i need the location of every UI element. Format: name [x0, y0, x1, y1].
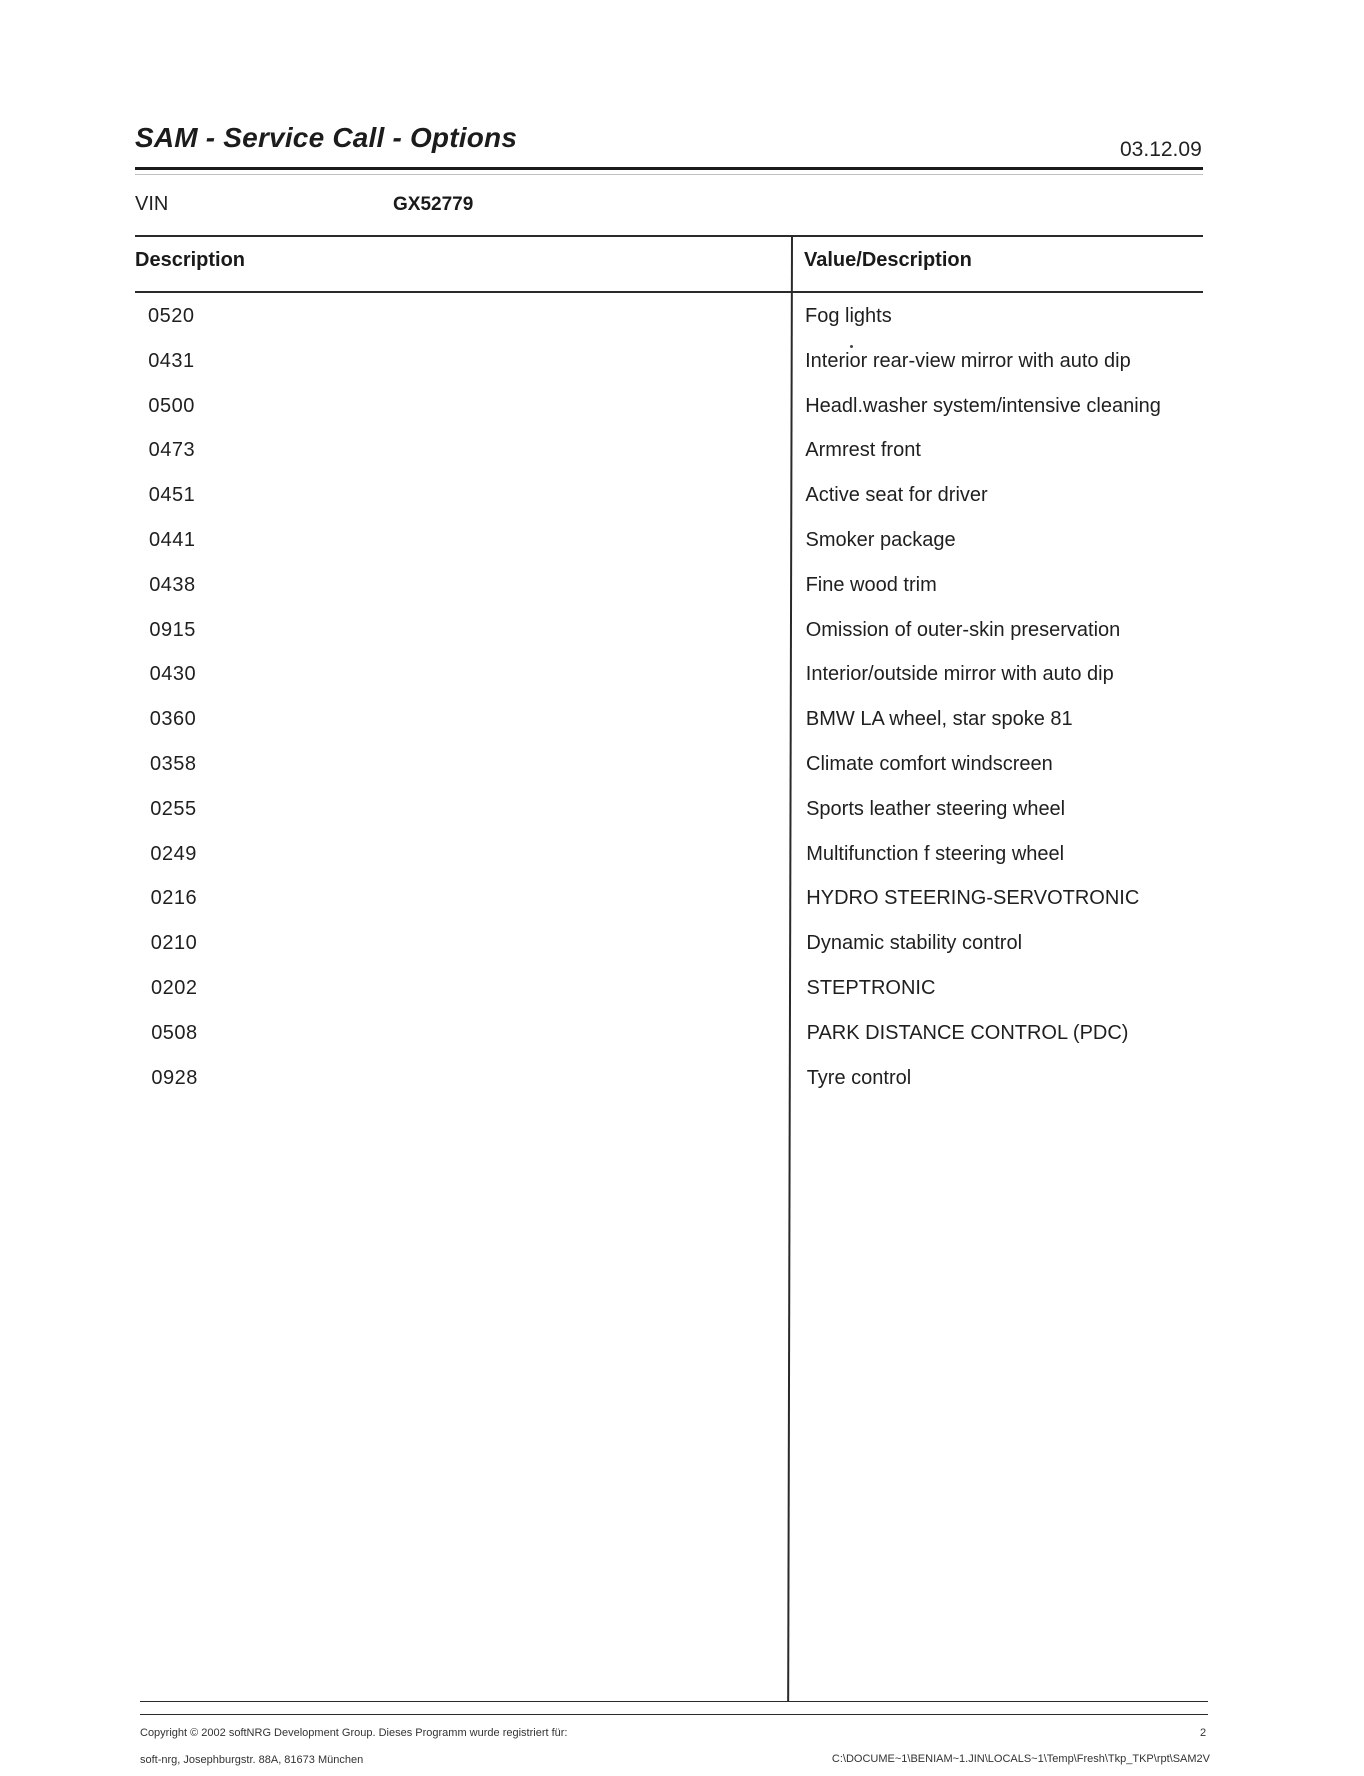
- vin-label: VIN: [135, 193, 169, 215]
- option-code: 0431: [148, 349, 195, 372]
- option-code: 0500: [148, 394, 195, 417]
- option-code: 0520: [148, 305, 195, 327]
- table-row: [0, 932, 1364, 977]
- table-row: [0, 843, 1364, 888]
- table-row: [0, 574, 1364, 619]
- option-code: 0508: [151, 1021, 198, 1044]
- option-description: Headl.washer system/intensive cleaning: [805, 394, 1161, 417]
- option-description: Fog lights: [805, 305, 892, 327]
- table-row: [0, 395, 1364, 440]
- table-row: [0, 798, 1364, 843]
- option-description: Interior/outside mirror with auto dip: [805, 663, 1114, 686]
- option-description: BMW LA wheel, star spoke 81: [805, 708, 1073, 731]
- table-header-rule: [135, 291, 1203, 293]
- table-row: [0, 619, 1364, 664]
- column-header-description: Description: [135, 249, 246, 271]
- option-code: 0430: [149, 663, 197, 686]
- option-description: Climate comfort windscreen: [806, 752, 1053, 775]
- footer-rule-top: [140, 1701, 1208, 1702]
- table-row: [0, 484, 1364, 529]
- option-code: 0441: [149, 528, 196, 551]
- vin-value: GX52779: [393, 194, 474, 215]
- report-date: 03.12.09: [1120, 138, 1202, 161]
- option-code: 0255: [150, 797, 197, 820]
- table-top-rule: [135, 235, 1203, 237]
- option-code: 0202: [151, 976, 198, 999]
- option-code: 0438: [149, 573, 196, 596]
- table-row: [0, 529, 1364, 574]
- option-code: 0928: [151, 1066, 198, 1089]
- table-row: [0, 1022, 1364, 1067]
- option-code: 0473: [148, 439, 196, 462]
- header-subrule: [135, 174, 1203, 175]
- header-rule: [135, 167, 1203, 170]
- footer-copyright: Copyright © 2002 softNRG Development Group. Dieses Programm wurde registriert für:: [140, 1727, 568, 1739]
- table-row: [0, 1067, 1364, 1112]
- scan-speck: [850, 345, 853, 348]
- footer-file-path: C:\DOCUME~1\BENIAM~1.JIN\LOCALS~1\Temp\Fresh\Tkp_TKP\rpt\SAM2V: [831, 1753, 1210, 1765]
- footer-address: soft-nrg, Josephburgstr. 88A, 81673 München: [140, 1754, 364, 1766]
- option-description: Active seat for driver: [805, 484, 988, 507]
- page-title: SAM - Service Call - Options: [135, 122, 518, 153]
- options-table-body: [0, 305, 1364, 1111]
- option-description: Dynamic stability control: [806, 932, 1023, 955]
- table-row: [0, 663, 1364, 708]
- table-row: [0, 439, 1364, 484]
- option-code: 0360: [149, 708, 197, 731]
- table-row: [0, 708, 1364, 753]
- option-code: 0451: [148, 484, 196, 507]
- option-description: Omission of outer-skin preservation: [805, 618, 1121, 641]
- option-description: PARK DISTANCE CONTROL (PDC): [806, 1021, 1129, 1044]
- footer-rule-bottom: [140, 1714, 1208, 1715]
- table-row: [0, 887, 1364, 932]
- option-code: 0915: [149, 618, 196, 641]
- option-code: 0358: [150, 752, 197, 775]
- table-row: [0, 305, 1364, 350]
- option-description: STEPTRONIC: [806, 976, 936, 999]
- option-description: Interior rear-view mirror with auto dip: [805, 349, 1131, 372]
- option-description: Sports leather steering wheel: [806, 797, 1066, 820]
- footer-page-number: 2: [1200, 1727, 1207, 1739]
- option-code: 0210: [150, 932, 198, 955]
- table-row: [0, 977, 1364, 1022]
- option-description: Smoker package: [805, 528, 956, 551]
- option-description: HYDRO STEERING-SERVOTRONIC: [806, 887, 1140, 910]
- option-code: 0216: [150, 887, 198, 910]
- option-description: Multifunction f steering wheel: [806, 842, 1065, 865]
- option-code: 0249: [150, 842, 197, 865]
- option-description: Tyre control: [806, 1066, 912, 1089]
- table-row: [0, 350, 1364, 395]
- option-description: Armrest front: [805, 439, 921, 462]
- column-header-value-description: Value/Description: [804, 249, 972, 271]
- table-row: [0, 753, 1364, 798]
- option-description: Fine wood trim: [805, 573, 937, 596]
